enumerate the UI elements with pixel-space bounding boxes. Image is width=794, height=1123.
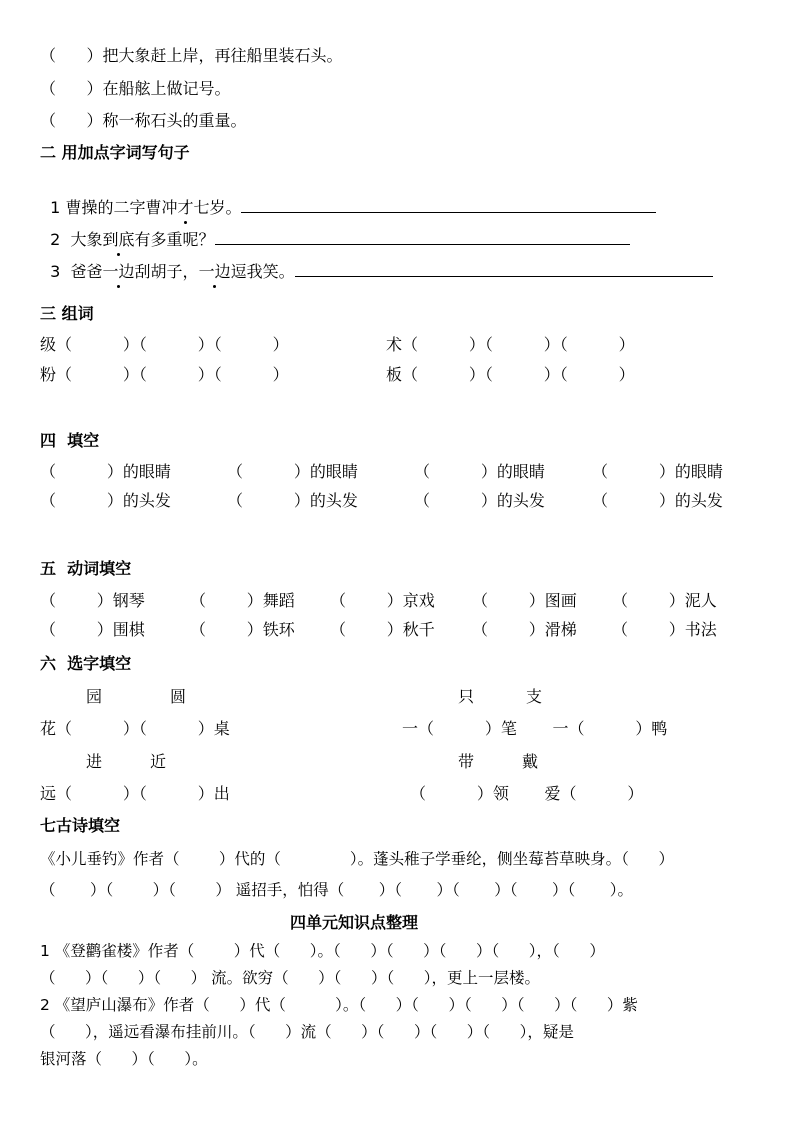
unit-title: 四单元知识点整理 (290, 913, 419, 932)
verb-blank-item: （ ）钢琴 (40, 591, 145, 610)
choice-char: 戴 (522, 752, 539, 771)
sentence-text: 3 爸爸 (50, 262, 103, 281)
sentence-text: 有多重呢？ (134, 230, 215, 249)
verb-blank-item: （ ）铁环 (190, 620, 295, 639)
word-group-row: 粉（ ）（ ）（ ） (40, 365, 289, 384)
section-7-title: 七古诗填空 (40, 816, 121, 835)
poem-fill-line: （ ）（ ）（ ） 遥招手，怕得（ ）（ ）（ ）（ ）（ ）。 (40, 881, 633, 899)
poem-fill-line: 1 《登鹳雀楼》作者（ ）代（ ）。（ ）（ ）（ ）（ ），（ ） (40, 942, 605, 960)
poem-fill-line: （ ）（ ）（ ） 流。欲穷（ ）（ ）（ ），更上一层楼。 (40, 969, 541, 987)
sentence-text: 逗我笑。 (230, 262, 295, 281)
verb-blank-item: （ ）围棋 (40, 620, 145, 639)
answer-line[interactable] (295, 260, 713, 277)
choice-blank-line: 一（ ）笔 一（ ）鸭 (402, 719, 668, 738)
step-line-3: （ ）称一称石头的重量。 (40, 111, 247, 130)
verb-blank-item: （ ）京戏 (330, 591, 435, 610)
choice-blank-line: 花（ ）（ ）桌 (40, 719, 230, 738)
fill-blank-item: （ ）的头发 (40, 491, 171, 510)
choice-char: 支 (526, 687, 543, 706)
sentence-text: 刮胡子， (134, 262, 199, 281)
choice-blank-line: 远（ ）（ ）出 (40, 784, 230, 803)
poem-fill-line: 银河落（ ）（ ）。 (40, 1050, 208, 1068)
choice-char: 带 (458, 752, 475, 771)
sentence-text: 1 曹操的二字曹冲 (50, 198, 178, 217)
fill-blank-item: （ ）的头发 (414, 491, 545, 510)
step-line-2: （ ）在船舷上做记号。 (40, 79, 231, 98)
verb-blank-item: （ ）图画 (472, 591, 577, 610)
verb-blank-item: （ ）舞蹈 (190, 591, 295, 610)
choice-blank-line: （ ）领 爱（ ） (410, 784, 644, 803)
verb-blank-item: （ ）书法 (612, 620, 717, 639)
fill-blank-item: （ ）的眼睛 (592, 462, 723, 481)
dotted-word: 一边 (102, 262, 135, 281)
sentence-text: 2 大象 (50, 230, 103, 249)
fill-blank-item: （ ）的眼睛 (414, 462, 545, 481)
section-3-title: 三 组词 (40, 304, 94, 323)
fill-blank-item: （ ）的眼睛 (40, 462, 171, 481)
choice-char: 园 (86, 687, 103, 706)
sentence-text: 七岁。 (193, 198, 242, 217)
dotted-word: 才 (177, 198, 194, 217)
word-group-row: 板（ ）（ ）（ ） (386, 365, 635, 384)
section-6-title: 六 选字填空 (40, 654, 132, 673)
choice-char: 进 (86, 752, 103, 771)
verb-blank-item: （ ）秋千 (330, 620, 435, 639)
verb-blank-item: （ ）滑梯 (472, 620, 577, 639)
word-group-row: 级（ ）（ ）（ ） (40, 335, 289, 354)
section-4-title: 四 填空 (40, 431, 100, 450)
fill-blank-item: （ ）的头发 (227, 491, 358, 510)
poem-fill-line: 2 《望庐山瀑布》作者（ ）代（ ）。（ ）（ ）（ ）（ ）（ ）紫 (40, 996, 638, 1014)
step-line-1: （ ）把大象赶上岸，再往船里装石头。 (40, 46, 343, 65)
fill-blank-item: （ ）的头发 (592, 491, 723, 510)
choice-char: 圆 (170, 687, 187, 706)
choice-char: 近 (150, 752, 167, 771)
word-group-row: 术（ ）（ ）（ ） (386, 335, 635, 354)
dotted-word: 一边 (198, 262, 231, 281)
section-5-title: 五 动词填空 (40, 559, 132, 578)
fill-blank-item: （ ）的眼睛 (227, 462, 358, 481)
sentence-item-3 (40, 240, 713, 282)
choice-char: 只 (458, 687, 475, 706)
verb-blank-item: （ ）泥人 (612, 591, 717, 610)
poem-fill-line: 《小儿垂钓》作者（ ）代的（ ）。蓬头稚子学垂纶，侧坐莓苔草映身。（ ） (40, 850, 674, 868)
dotted-word: 到底 (102, 230, 135, 249)
poem-fill-line: （ ），遥远看瀑布挂前川。（ ）流（ ）（ ）（ ）（ ），疑是 (40, 1023, 574, 1041)
section-2-title: 二 用加点字词写句子 (40, 143, 190, 162)
